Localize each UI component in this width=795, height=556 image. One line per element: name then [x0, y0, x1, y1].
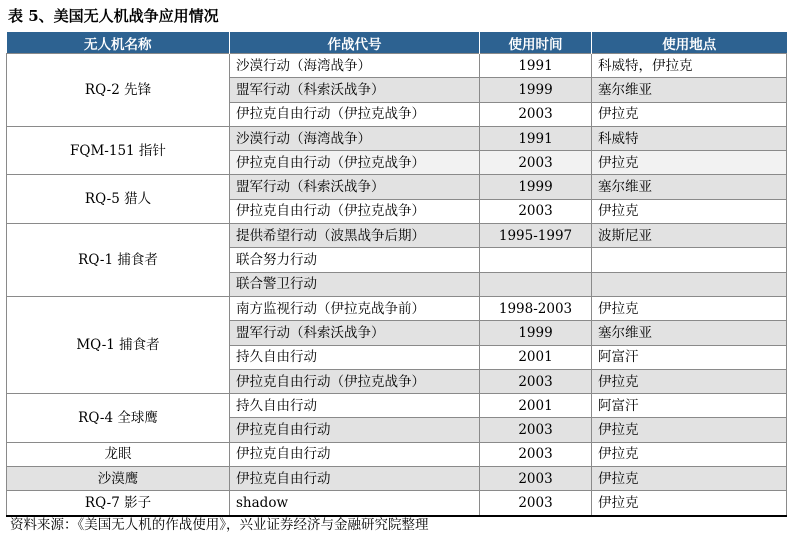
year-cell: 1998-2003	[480, 296, 592, 320]
year-cell	[480, 272, 592, 296]
operation-cell: 盟军行动（科索沃战争）	[230, 78, 480, 102]
operation-cell: 伊拉克自由行动	[230, 442, 480, 466]
location-cell: 塞尔维亚	[592, 321, 787, 345]
table-row	[7, 224, 787, 248]
operation-cell: 持久自由行动	[230, 345, 480, 369]
operation-cell: 提供希望行动（波黑战争后期）	[230, 224, 480, 248]
year-cell: 2001	[480, 394, 592, 418]
drone-name-cell: 沙漠鹰	[7, 467, 230, 491]
operation-cell: 沙漠行动（海湾战争）	[230, 54, 480, 78]
operation-cell: 联合努力行动	[230, 248, 480, 272]
year-cell: 2003	[480, 199, 592, 223]
drone-name-cell: RQ-4 全球鹰	[7, 394, 230, 443]
table-row	[7, 175, 787, 199]
year-cell: 1991	[480, 126, 592, 150]
table-row	[7, 394, 787, 418]
year-cell: 1991	[480, 54, 592, 78]
table-row	[7, 491, 787, 516]
operation-cell: 伊拉克自由行动（伊拉克战争）	[230, 151, 480, 175]
location-cell: 塞尔维亚	[592, 175, 787, 199]
operation-cell: 南方监视行动（伊拉克战争前）	[230, 296, 480, 320]
source-note: 资料来源：《美国无人机的作战使用》，兴业证券经济与金融研究院整理	[10, 517, 429, 533]
location-cell: 伊拉克	[592, 102, 787, 126]
operation-cell: 盟军行动（科索沃战争）	[230, 175, 480, 199]
year-cell: 2003	[480, 369, 592, 393]
table-title: 表 5、美国无人机战争应用情况	[8, 7, 219, 25]
header-drone-name: 无人机名称	[7, 32, 230, 54]
operation-cell: shadow	[230, 491, 480, 516]
year-cell: 2001	[480, 345, 592, 369]
table-row	[7, 442, 787, 466]
header-year: 使用时间	[480, 32, 592, 54]
location-cell: 伊拉克	[592, 369, 787, 393]
location-cell	[592, 272, 787, 296]
table-header-row	[7, 32, 787, 54]
drone-name-cell: FQM-151 指针	[7, 126, 230, 175]
location-cell: 科威特，伊拉克	[592, 54, 787, 78]
location-cell: 伊拉克	[592, 151, 787, 175]
operation-cell: 伊拉克自由行动	[230, 418, 480, 442]
location-cell: 波斯尼亚	[592, 224, 787, 248]
year-cell: 2003	[480, 102, 592, 126]
location-cell: 伊拉克	[592, 296, 787, 320]
operation-cell: 伊拉克自由行动	[230, 467, 480, 491]
year-cell: 1995-1997	[480, 224, 592, 248]
operation-cell: 沙漠行动（海湾战争）	[230, 126, 480, 150]
table-row	[7, 467, 787, 491]
drone-name-cell: RQ-2 先锋	[7, 54, 230, 127]
header-operation: 作战代号	[230, 32, 480, 54]
year-cell	[480, 248, 592, 272]
drone-name-cell: RQ-1 捕食者	[7, 224, 230, 297]
header-location: 使用地点	[592, 32, 787, 54]
drone-name-cell: RQ-7 影子	[7, 491, 230, 516]
drone-usage-table	[6, 32, 787, 517]
table-row	[7, 296, 787, 320]
location-cell: 伊拉克	[592, 491, 787, 516]
year-cell: 1999	[480, 78, 592, 102]
year-cell: 2003	[480, 442, 592, 466]
drone-name-cell: RQ-5 猎人	[7, 175, 230, 224]
year-cell: 1999	[480, 175, 592, 199]
year-cell: 1999	[480, 321, 592, 345]
year-cell: 2003	[480, 491, 592, 516]
operation-cell: 伊拉克自由行动（伊拉克战争）	[230, 102, 480, 126]
drone-name-cell: 龙眼	[7, 442, 230, 466]
operation-cell: 持久自由行动	[230, 394, 480, 418]
table-row	[7, 54, 787, 78]
table-row	[7, 126, 787, 150]
location-cell: 伊拉克	[592, 199, 787, 223]
location-cell: 塞尔维亚	[592, 78, 787, 102]
operation-cell: 伊拉克自由行动（伊拉克战争）	[230, 199, 480, 223]
location-cell: 伊拉克	[592, 442, 787, 466]
operation-cell: 伊拉克自由行动（伊拉克战争）	[230, 369, 480, 393]
operation-cell: 盟军行动（科索沃战争）	[230, 321, 480, 345]
location-cell: 科威特	[592, 126, 787, 150]
location-cell: 阿富汗	[592, 345, 787, 369]
year-cell: 2003	[480, 467, 592, 491]
year-cell: 2003	[480, 151, 592, 175]
operation-cell: 联合警卫行动	[230, 272, 480, 296]
location-cell: 伊拉克	[592, 418, 787, 442]
year-cell: 2003	[480, 418, 592, 442]
location-cell: 阿富汗	[592, 394, 787, 418]
drone-name-cell: MQ-1 捕食者	[7, 296, 230, 393]
location-cell: 伊拉克	[592, 467, 787, 491]
location-cell	[592, 248, 787, 272]
